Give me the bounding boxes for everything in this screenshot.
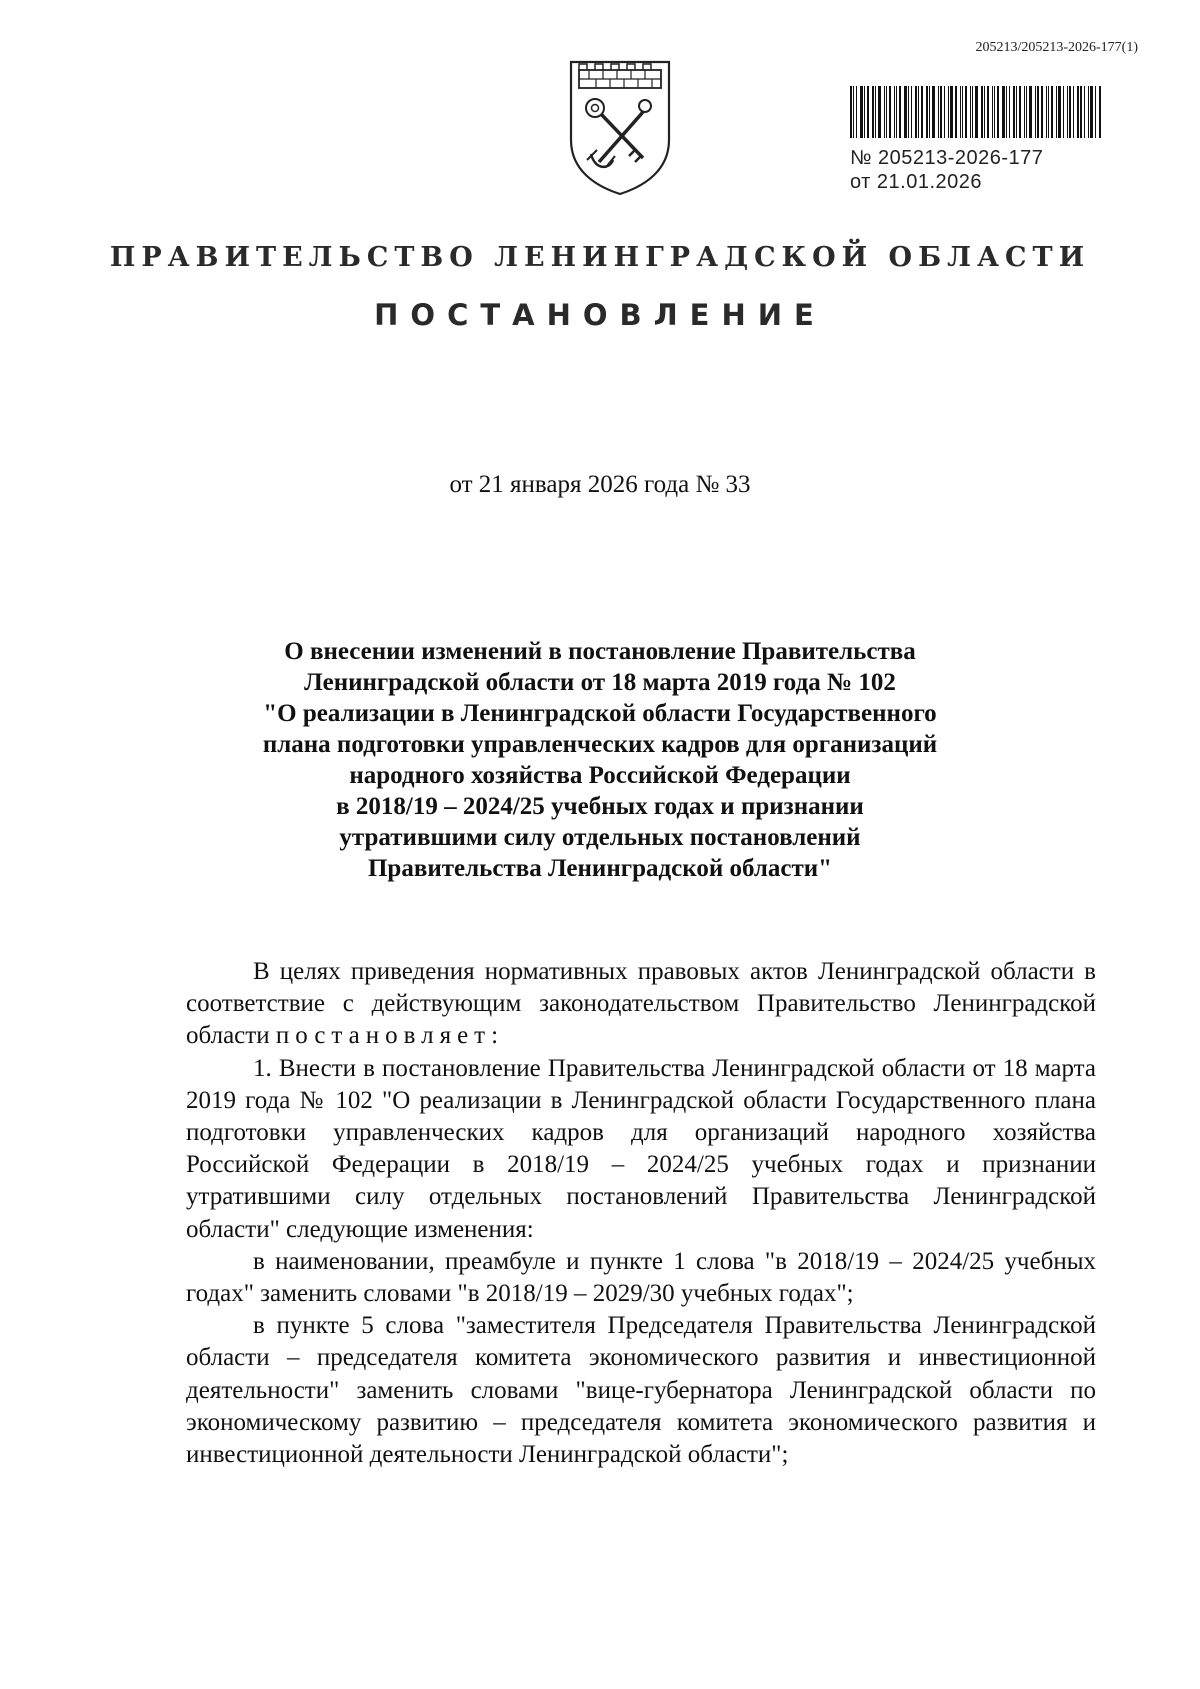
body-paragraph-change-2: в пункте 5 слова "заместителя Председателя Правительства Ленинградской области – председателя комитета экономического развития и инвестиционной деятельности" заменить словами "вице-губернатора Ленинградской области по экономическому развитию – председателя комитета экономического развития и инвестиционной деятельности Ленинградской области"; xyxy=(186,1312,1096,1469)
barcode-bar xyxy=(1019,86,1021,138)
registration-date: от 21.01.2026 xyxy=(850,171,982,193)
barcode-bar xyxy=(948,86,949,138)
barcode-bar xyxy=(970,86,971,138)
barcode-bar xyxy=(1037,86,1039,138)
barcode-bar xyxy=(884,86,885,138)
barcode-bar xyxy=(981,86,983,138)
barcode-bar xyxy=(1035,86,1036,138)
resolution-date-number: от 21 января 2026 года № 33 xyxy=(449,471,751,498)
subject-line: народного хозяйства Российской Федерации xyxy=(349,762,851,789)
barcode-bar xyxy=(975,86,978,138)
barcode-bar xyxy=(856,86,857,138)
barcode-bar xyxy=(915,86,917,138)
barcode-bar xyxy=(944,86,945,138)
barcode-bar xyxy=(1077,86,1079,138)
registration-number: № 205213-2026-177 xyxy=(850,147,1044,169)
barcode-bar xyxy=(1041,86,1043,138)
subject-line: плана подготовки управленческих кадров для организаций xyxy=(262,731,938,758)
barcode-bar xyxy=(987,86,989,138)
barcode-bar xyxy=(938,86,939,138)
resolution-subject xyxy=(150,636,1050,884)
coat-of-arms-emblem xyxy=(565,58,675,198)
barcode-bar xyxy=(1056,86,1057,138)
barcode-bar xyxy=(932,86,935,138)
barcode-bar xyxy=(994,86,995,138)
barcode-bar xyxy=(908,86,909,138)
barcode-bar xyxy=(878,86,881,138)
barcode-bar xyxy=(940,86,942,138)
barcode-bar xyxy=(1095,86,1096,138)
body-paragraph-preamble xyxy=(186,956,1096,1053)
preamble-text: В целях приведения нормативных правовых актов Ленинградской области в соответствие с действующим законодательством Правительство Ленинградской области xyxy=(186,958,1096,1050)
barcode xyxy=(850,86,1140,138)
subject-line: "О реализации в Ленинградской области Государственного xyxy=(263,700,937,727)
barcode-bar xyxy=(1026,86,1027,138)
barcode-bar xyxy=(926,86,928,138)
barcode-bar xyxy=(864,86,865,138)
body-paragraph-change-1: в наименовании, преамбуле и пункте 1 слова "в 2018/19 – 2024/25 учебных годах" заменить словами "в 2018/19 – 2029/30 учебных годах"; xyxy=(186,1247,1096,1308)
subject-line: утратившими силу отдельных постановлений xyxy=(339,824,861,851)
barcode-bar xyxy=(965,86,967,138)
barcode-bar xyxy=(1090,86,1093,138)
subject-line: Правительства Ленинградской области" xyxy=(367,855,833,882)
barcode-bar xyxy=(984,86,985,138)
barcode-bar xyxy=(1067,86,1068,138)
barcode-bar xyxy=(1009,86,1010,138)
barcode-bar xyxy=(1006,86,1007,138)
barcode-bar xyxy=(1051,86,1053,138)
barcode-bar xyxy=(921,86,923,138)
barcode-bar xyxy=(875,86,876,138)
barcode-bar xyxy=(997,86,999,138)
barcode-bar xyxy=(918,86,919,138)
barcode-bar xyxy=(911,86,912,138)
barcode-bar xyxy=(886,86,887,138)
barcode-bar xyxy=(1016,86,1017,138)
barcode-bar xyxy=(1069,86,1071,138)
barcode-bar xyxy=(850,86,852,138)
barcode-bar xyxy=(853,86,854,138)
barcode-bar xyxy=(894,86,895,138)
barcode-bar xyxy=(960,86,961,138)
barcode-bar xyxy=(1024,86,1025,138)
barcode-bar xyxy=(1063,86,1064,138)
subject-line: Ленинградской области от 18 марта 2019 года № 102 xyxy=(304,669,896,696)
barcode-bar xyxy=(1099,86,1101,138)
barcode-bar xyxy=(889,86,891,138)
barcode-bar xyxy=(896,86,897,138)
registration-block xyxy=(850,86,1140,194)
barcode-bar xyxy=(1048,86,1049,138)
barcode-bar xyxy=(1073,86,1074,138)
document-type-title: ПОСТАНОВЛЕНИЕ xyxy=(374,298,826,332)
barcode-bar xyxy=(950,86,953,138)
barcode-bar xyxy=(867,86,869,138)
barcode-bar xyxy=(929,86,930,138)
barcode-bar xyxy=(1029,86,1032,138)
document-reference: 205213/205213-2026-177(1) xyxy=(975,40,1138,55)
resolution-body xyxy=(186,956,1096,1471)
subject-line: в 2018/19 – 2024/25 учебных годах и признании xyxy=(336,793,864,820)
barcode-bar xyxy=(1002,86,1005,138)
barcode-bar xyxy=(904,86,907,138)
barcode-bar xyxy=(992,86,993,138)
barcode-bar xyxy=(860,86,863,138)
barcode-bar xyxy=(1058,86,1061,138)
preamble-resolves: постановляет: xyxy=(275,1022,505,1050)
body-paragraph-item-1: 1. Внести в постановление Правительства Ленинградской области от 18 марта 2019 года № 102 "О реализации в Ленинградской области Государственного плана подготовки управленческих кадров для организаций народного хозяйства Российской Федерации в 2018/19 – 2024/25 учебных годах и признании утратившими силу отдельных постановлений Правительства Ленинградской области" следующие изменения: xyxy=(186,1054,1096,1243)
barcode-bar xyxy=(1088,86,1089,138)
barcode-bar xyxy=(872,86,874,138)
barcode-bar xyxy=(955,86,957,138)
subject-line: О внесении изменений в постановление Правительства xyxy=(284,638,916,665)
barcode-bar xyxy=(1013,86,1015,138)
barcode-bar xyxy=(962,86,963,138)
barcode-bar xyxy=(1084,86,1085,138)
government-title: ПРАВИТЕЛЬСТВО ЛЕНИНГРАДСКОЙ ОБЛАСТИ xyxy=(109,242,1091,273)
barcode-bar xyxy=(1080,86,1082,138)
barcode-bar xyxy=(899,86,901,138)
barcode-bar xyxy=(1046,86,1047,138)
barcode-bar xyxy=(972,86,973,138)
